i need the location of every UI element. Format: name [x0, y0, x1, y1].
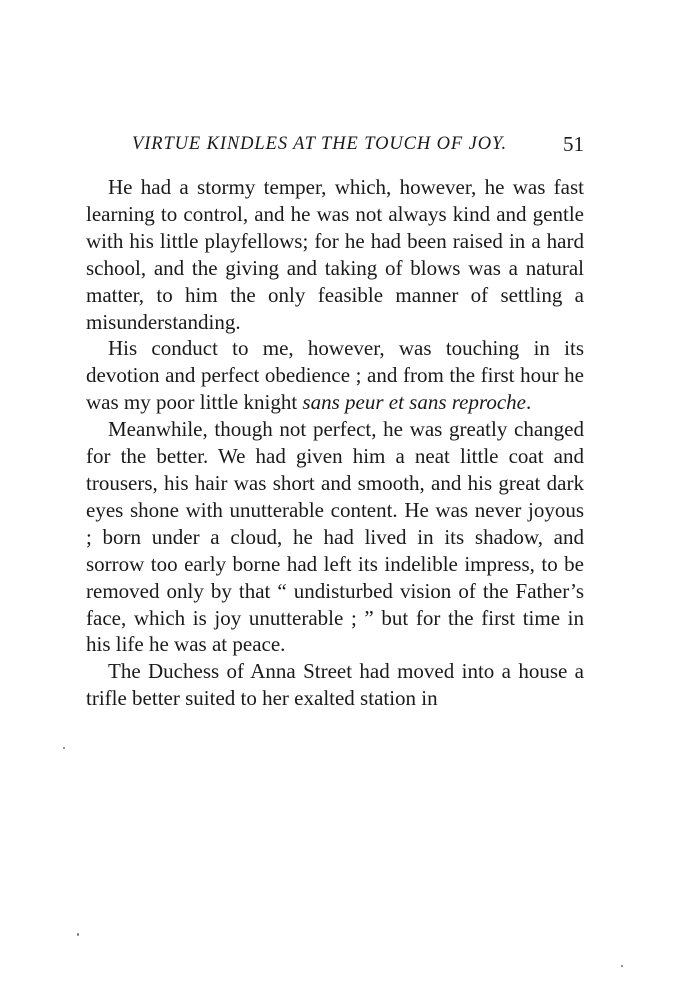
paragraph-2	[86, 335, 584, 416]
page-number: 51	[563, 132, 584, 156]
page-speck	[63, 747, 65, 749]
paragraph-3: Meanwhile, though not perfect, he was greatly changed for the better. We had given him a neat little coat and trousers, his hair was short and smooth, and his great dark eyes shone with unutterable content. He was never joyous ; born under a cloud, he had lived in its shadow, and sorrow too early borne had left its indelible impress, to be removed only by that “ undisturbed vision of the Father’s face, which is joy unutterable ; ” but for the first time in his life he was at peace.	[86, 417, 584, 657]
paragraph-4: The Duchess of Anna Street had moved into a house a trifle better suited to her exalted station in	[86, 659, 584, 711]
paragraph-2-text: His conduct to me, however, was touching in its devotion and perfect obedience ; and from the first hour he was my poor little knight	[86, 336, 584, 415]
paragraph-2-italic-phrase: sans peur et sans reproche	[302, 390, 526, 415]
paragraph-1: He had a stormy temper, which, however, he was fast learning to control, and he was not always kind and gentle with his little playfellows; for he had been raised in a hard school, and the giving and taking of blows was a natural matter, to him the only feasible manner of settling a misunderstanding.	[86, 175, 584, 334]
paragraph-2-end: .	[526, 390, 532, 415]
running-title: VIRTUE KINDLES AT THE TOUCH OF JOY.	[132, 134, 508, 154]
body-text	[86, 174, 584, 712]
page-speck	[621, 965, 623, 967]
running-head	[132, 134, 584, 158]
page-speck	[77, 933, 79, 936]
